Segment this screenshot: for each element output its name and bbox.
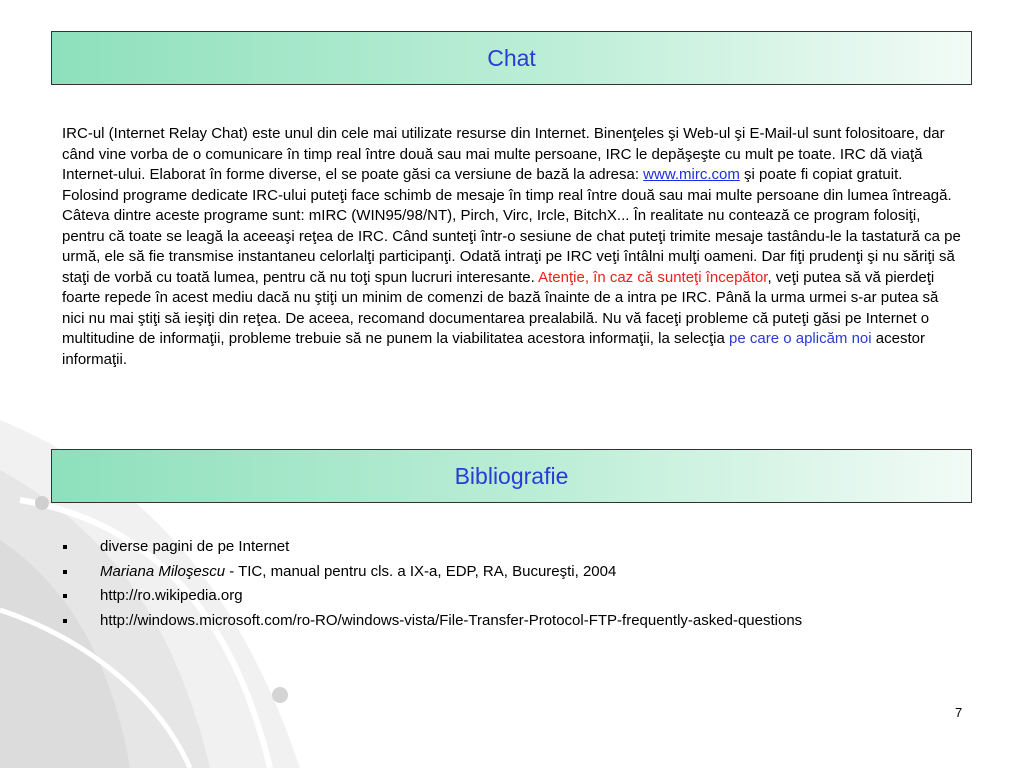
paragraph-part-3: , veţi putea să vă pierdeţi foarte repede în acest mediu dacă nu ştiţi un minim de comenzi de bază înainte de a intra pe IRC. Până la urma urmei s-ar putea să nici nu mai ştiţi să ieşiţi din reţea. De aceea, recomand documentarea prealabilă. Nu vă faceţi probleme că puteţi găsi pe Internet o multitudine de informaţii, probleme trebuie să ne punem la viabilitatea acestora informaţii, la selecţia (62, 268, 939, 347)
square-bullet-icon (63, 594, 67, 598)
mirc-link[interactable]: www.mirc.com (643, 166, 740, 183)
square-bullet-icon (63, 570, 67, 574)
bibliography-author: Mariana Miloşescu (100, 562, 226, 580)
paragraph-part-4: acestor informaţii. (62, 330, 925, 368)
bibliography-item-text: - TIC, manual pentru cls. a IX-a, EDP, RA, Bucureşti, 2004 (225, 562, 617, 580)
bibliography-item (60, 535, 960, 560)
bibliography-item-text: http://ro.wikipedia.org (100, 587, 243, 604)
paragraph-part-2: şi poate fi copiat gratuit. Folosind programe dedicate IRC-ului puteţi face schimb de mesaje în timp real între două sau mai multe persoane din lumea întreagă. Câteva dintre aceste programe sunt: mIRC (WIN95/98/NT), Pirch, Virc, Ircle, BitchX... În realitate nu contează ce program folosiţi, pentru că toate se leagă la aceeaşi reţea de IRC. Când sunteţi într-o sesiune de chat puteţi trimite mesaje tastându-le la tastatură ca pe urmă, ele să fie transmise instantaneu celorlalţi participanţi. Odată intraţi pe IRC veţi întâlni mulţi oameni. Dar fiţi prudenţi şi nu săriţi să staţi de vorbă cu toată lumea, pentru că nu toţi spun lucruri interesante. (62, 166, 961, 286)
square-bullet-icon (63, 545, 67, 549)
chat-body-paragraph (62, 124, 962, 370)
square-bullet-icon (63, 619, 67, 623)
bibliography-item-text: http://windows.microsoft.com/ro-RO/windows-vista/File-Transfer-Protocol-FTP-frequently-asked-questions (100, 611, 803, 629)
bibliography-list (60, 535, 960, 633)
bibliography-item (60, 609, 960, 634)
paragraph-part-1: IRC-ul (Internet Relay Chat) este unul din cele mai utilizate resurse din Internet. Binenţeles şi Web-ul şi E-Mail-ul sunt folositoare, dar când vine vorba de o comunicare în timp real între două sau mai multe persoane, IRC le depăşeşte cu mult pe toate. IRC dă viaţă Internet-ului. Elaborat în forme diverse, el se poate găsi ca versiune de bază la adresa: (62, 125, 945, 183)
chat-title-box (51, 31, 972, 85)
chat-title: Chat (487, 44, 536, 71)
bibliography-title-box (51, 449, 972, 503)
beginner-warning: Atenţie, în caz că sunteţi începător (538, 268, 768, 286)
bibliography-item (60, 584, 960, 609)
bibliography-title: Bibliografie (454, 462, 569, 489)
page-number: 7 (955, 705, 963, 720)
bibliography-item-text: diverse pagini de pe Internet (100, 538, 290, 555)
bibliography-item (60, 560, 960, 585)
highlighted-phrase: pe care o aplicăm noi (729, 330, 872, 347)
